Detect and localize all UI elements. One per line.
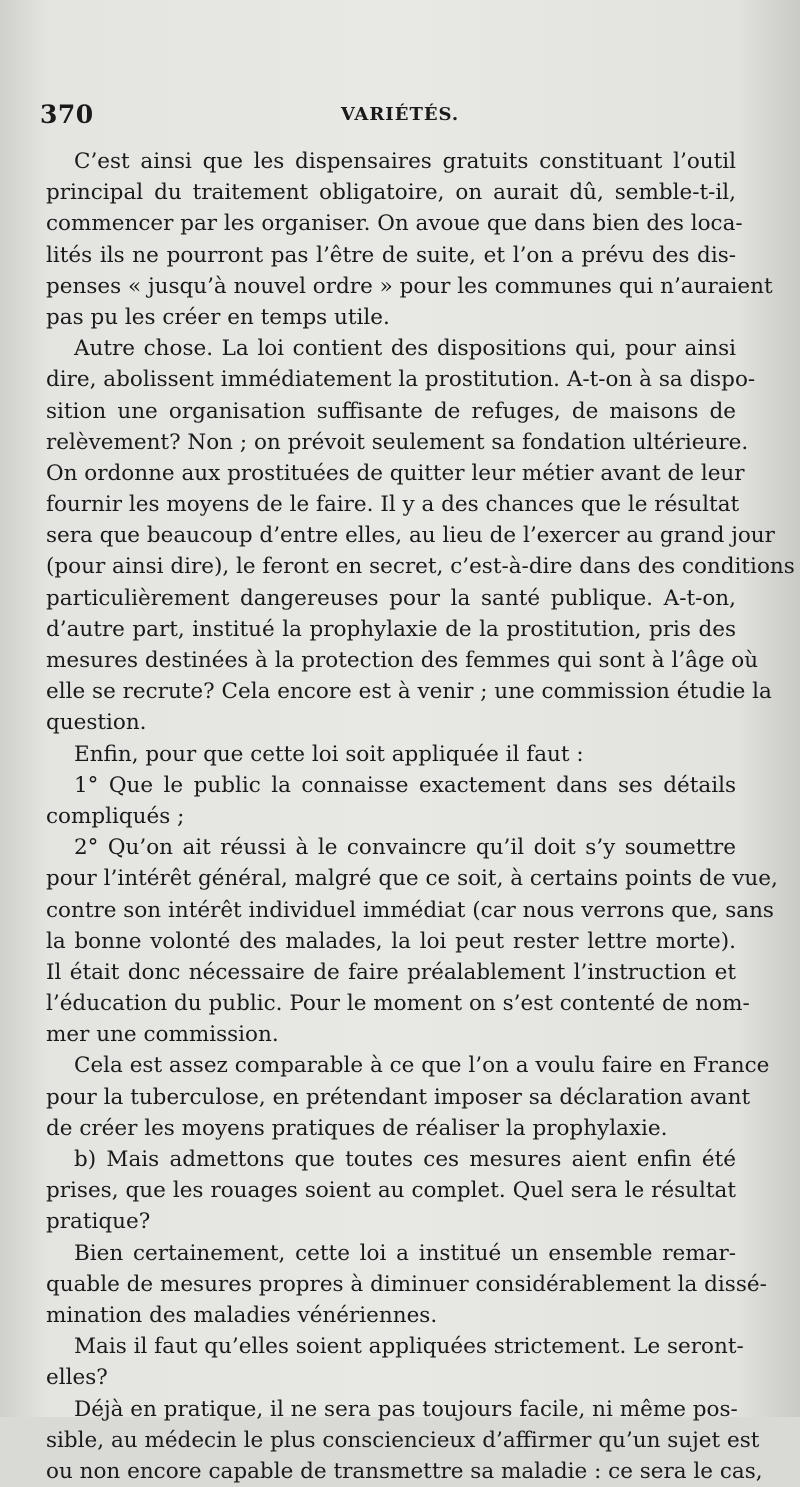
text-line: d’autre part, institué la prophylaxie de la prostitution, pris des: [46, 616, 736, 642]
text-line: sera que beaucoup d’entre elles, au lieu de l’exercer au grand jour: [46, 523, 775, 549]
text-line: C’est ainsi que les dispensaires gratuits constituant l’outil: [74, 149, 736, 174]
text-line: contre son intérêt individuel immédiat (car nous verrons que, sans: [46, 897, 774, 923]
text-line: elle se recrute? Cela encore est à venir ; une commission étudie la: [46, 679, 772, 705]
text-line: ou non encore capable de transmettre sa maladie : ce sera le cas,: [46, 1458, 763, 1484]
text-line: 2° Qu’on ait réussi à le convaincre qu’il doit s’y soumettre: [74, 835, 736, 861]
text-line: principal du traitement obligatoire, on aurait dû, semble-t-il,: [46, 180, 736, 206]
text-line: 1° Que le public la connaisse exactement dans ses détails: [74, 772, 736, 798]
text-line: de créer les moyens pratiques de réaliser la prophylaxie.: [46, 1115, 668, 1141]
text-line: pratique?: [46, 1209, 151, 1235]
text-line: lités ils ne pourront pas l’être de suite, et l’on a prévu des dis-: [46, 242, 736, 268]
running-title: VARIÉTÉS.: [340, 104, 460, 125]
text-line: elles?: [46, 1365, 108, 1391]
text-line: Bien certainement, cette loi a institué un ensemble remar-: [74, 1240, 736, 1266]
text-line: mesures destinées à la protection des femmes qui sont à l’âge où: [46, 648, 759, 673]
text-line: penses « jusqu’à nouvel ordre » pour les communes qui n’auraient: [46, 273, 773, 299]
text-line: pas pu les créer en temps utile.: [46, 304, 390, 330]
text-line: b) Mais admettons que toutes ces mesures aient enfin été: [74, 1147, 736, 1172]
text-line: On ordonne aux prostituées de quitter leur métier avant de leur: [46, 460, 745, 486]
text-line: dire, abolissent immédiatement la prostitution. A-t-on à sa dispo-: [46, 367, 756, 393]
text-line: commencer par les organiser. On avoue que dans bien des loca-: [46, 211, 743, 237]
text-line: Déjà en pratique, il ne sera pas toujours facile, ni même pos-: [74, 1396, 738, 1422]
text-line: quable de mesures propres à diminuer considérablement la dissé-: [46, 1271, 767, 1297]
text-line: la bonne volonté des malades, la loi peut rester lettre morte).: [46, 928, 736, 954]
text-line: relèvement? Non ; on prévoit seulement sa fondation ultérieure.: [46, 429, 749, 455]
text-line: pour la tuberculose, en prétendant imposer sa déclaration avant: [46, 1084, 751, 1110]
text-line: Mais il faut qu’elles soient appliquées strictement. Le seront-: [74, 1334, 744, 1360]
text-line: compliqués ;: [46, 803, 185, 829]
text-line: mination des maladies vénériennes.: [46, 1302, 438, 1328]
text-line: Enfin, pour que cette loi soit appliquée il faut :: [74, 741, 584, 767]
page-number: 370: [40, 100, 94, 129]
body-text: [46, 146, 795, 1487]
page-header: [40, 100, 760, 140]
text-line: l’éducation du public. Pour le moment on s’est contenté de nom-: [46, 991, 750, 1017]
text-line: pour l’intérêt général, malgré que ce soit, à certains points de vue,: [46, 866, 778, 892]
text-line: (pour ainsi dire), le feront en secret, c’est-à-dire dans des conditions: [46, 554, 795, 580]
text-line: Cela est assez comparable à ce que l’on a voulu faire en France: [74, 1053, 770, 1079]
text-line: particulièrement dangereuses pour la santé publique. A-t-on,: [46, 585, 736, 611]
text-line: prises, que les rouages soient au complet. Quel sera le résultat: [46, 1178, 736, 1204]
text-line: fournir les moyens de le faire. Il y a des chances que le résultat: [46, 492, 740, 518]
text-line: mer une commission.: [46, 1022, 279, 1048]
text-line: Il était donc nécessaire de faire préalablement l’instruction et: [46, 959, 736, 985]
text-line: Autre chose. La loi contient des dispositions qui, pour ainsi: [74, 336, 736, 362]
text-line: sible, au médecin le plus consciencieux d’affirmer qu’un sujet est: [46, 1427, 760, 1453]
text-line: sition une organisation suffisante de refuges, de maisons de: [46, 398, 736, 424]
text-line: question.: [46, 710, 147, 736]
